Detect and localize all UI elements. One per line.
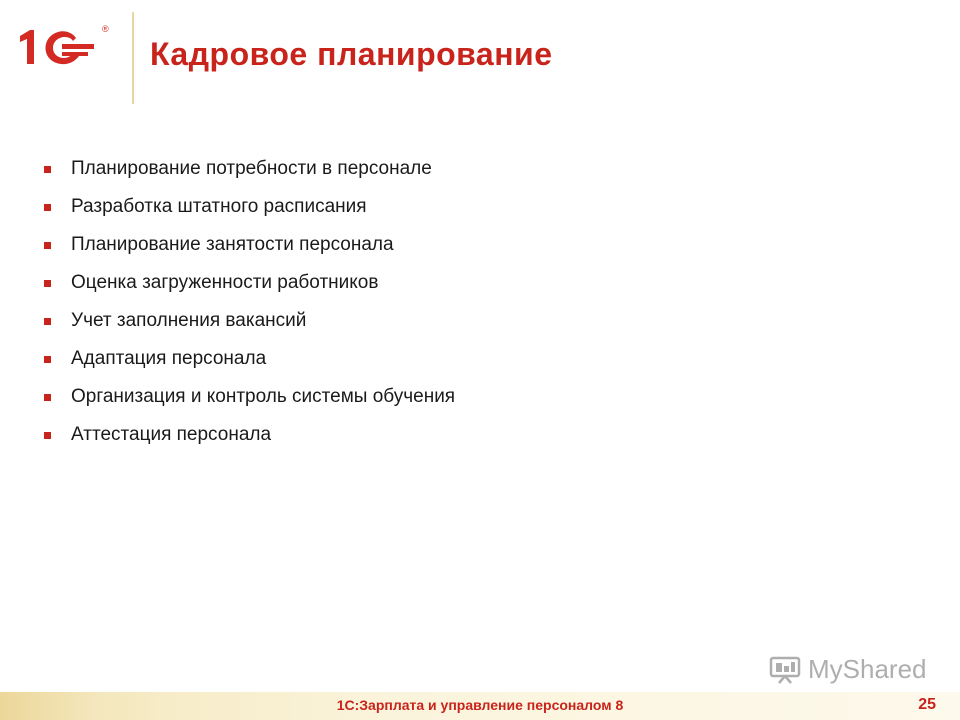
list-item-text: Планирование потребности в персонале <box>71 158 432 179</box>
logo-1c-mark <box>16 22 100 70</box>
watermark-text: MyShared <box>808 654 927 684</box>
page-title: Кадровое планирование <box>150 36 553 72</box>
list-item-text: Разработка штатного расписания <box>71 196 367 217</box>
registered-mark: ® <box>102 24 109 34</box>
footer-bar <box>0 692 960 720</box>
list-item-text: Аттестация персонала <box>71 424 272 445</box>
footer-decoration <box>0 692 160 720</box>
list-item <box>44 188 455 226</box>
list-item <box>44 378 455 416</box>
list-item-text: Планирование занятости персонала <box>71 234 394 255</box>
list-item <box>44 302 455 340</box>
list-item <box>44 150 455 188</box>
presentation-icon <box>768 655 802 685</box>
logo-1c <box>16 22 109 72</box>
bullet-list <box>44 150 455 454</box>
bullet-square-icon <box>44 432 51 439</box>
list-item <box>44 416 455 454</box>
list-item <box>44 264 455 302</box>
list-item-text: Адаптация персонала <box>71 348 267 369</box>
bullet-square-icon <box>44 318 51 325</box>
list-item-text: Оценка загруженности работников <box>71 272 379 293</box>
bullet-square-icon <box>44 242 51 249</box>
list-item <box>44 226 455 264</box>
bullet-square-icon <box>44 356 51 363</box>
bullet-square-icon <box>44 204 51 211</box>
myshared-watermark[interactable] <box>768 654 927 685</box>
list-item <box>44 340 455 378</box>
footer-product-name: 1С:Зарплата и управление персоналом 8 <box>336 697 624 713</box>
header-divider <box>132 12 134 104</box>
bullet-square-icon <box>44 394 51 401</box>
bullet-square-icon <box>44 280 51 287</box>
list-item-text: Учет заполнения вакансий <box>71 310 307 331</box>
page-number: 25 <box>918 696 936 713</box>
list-item-text: Организация и контроль системы обучения <box>71 386 456 407</box>
bullet-square-icon <box>44 166 51 173</box>
